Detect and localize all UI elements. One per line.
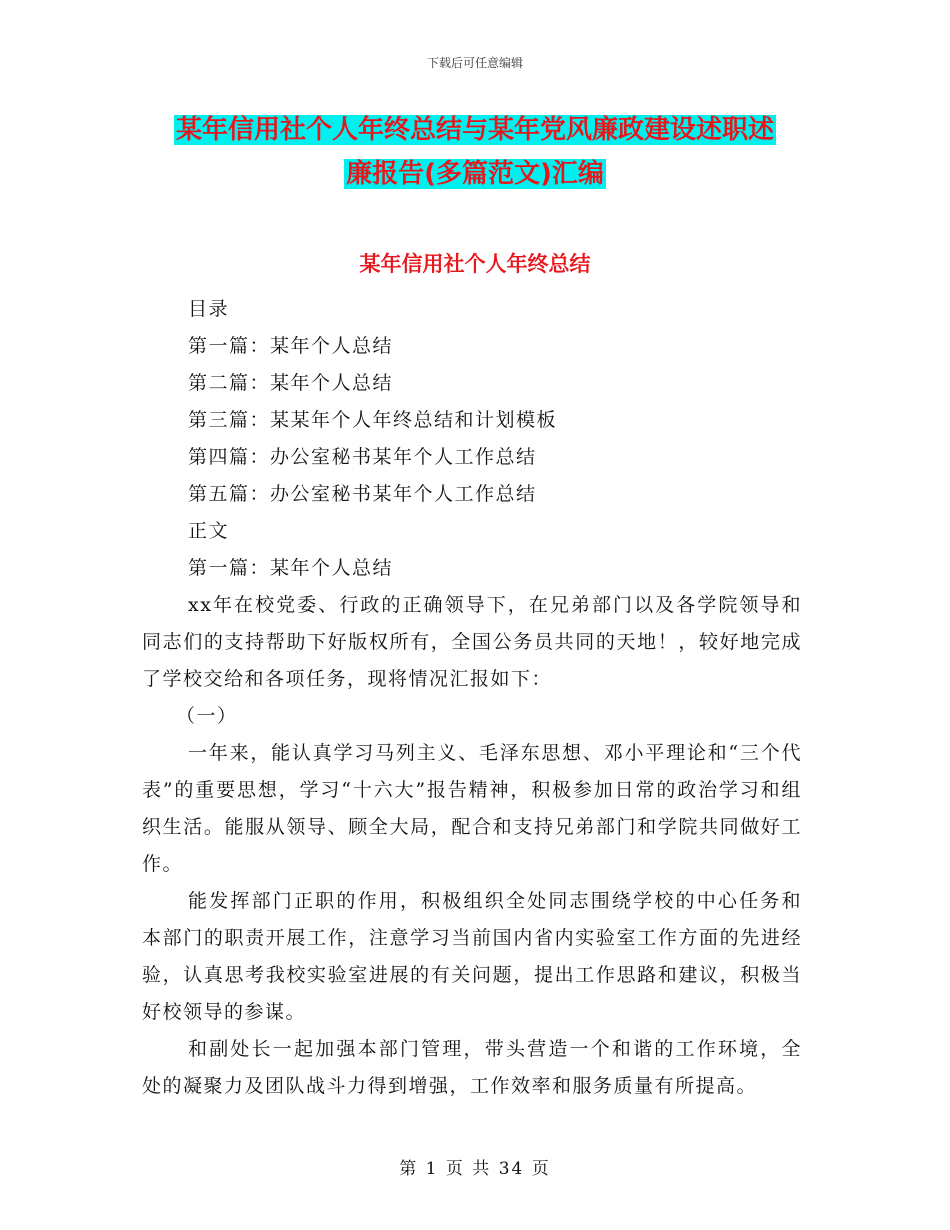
paragraph: 一年来，能认真学习马列主义、毛泽东思想、邓小平理论和“三个代表”的重要思想，学习“十六大”报告精神，积极参加日常的政治学习和组织生活。能服从领导、顾全大局，配合和支持兄弟部门和学院共同做好工作。 (142, 742, 802, 875)
toc-item: 第五篇：办公室秘书某年个人工作总结 (188, 483, 537, 505)
toc-item: 第一篇：某年个人总结 (188, 335, 394, 357)
toc-item: 第四篇：办公室秘书某年个人工作总结 (188, 446, 537, 468)
toc-item: 第三篇：某某年个人年终总结和计划模板 (188, 409, 558, 431)
section-title: 某年信用社个人年终总结 (359, 252, 591, 276)
body-label: 正文 (188, 520, 230, 542)
main-title-line-2: 廉报告(多篇范文)汇编 (346, 159, 604, 189)
header-note: 下载后可任意编辑 (426, 56, 523, 70)
first-heading: 第一篇：某年个人总结 (188, 557, 394, 579)
document-body (142, 291, 802, 1105)
toc-label: 目录 (188, 298, 230, 320)
toc-item: 第二篇：某年个人总结 (188, 372, 394, 394)
main-title (140, 108, 810, 196)
paragraph: 能发挥部门正职的作用，积极组织全处同志围绕学校的中心任务和本部门的职责开展工作，注意学习当前国内省内实验室工作方面的先进经验，认真思考我校实验室进展的有关问题，提出工作思路和建议，积极当好校领导的参谋。 (142, 890, 802, 1023)
main-title-line-1: 某年信用社个人年终总结与某年党风廉政建设述职述 (175, 115, 774, 145)
page-footer: 第 1 页 共 34 页 (399, 1159, 551, 1179)
paragraph-number: （一） (176, 705, 238, 727)
paragraph: 和副处长一起加强本部门管理，带头营造一个和谐的工作环境，全处的凝聚力及团队战斗力得到增强，工作效率和服务质量有所提高。 (142, 1038, 802, 1097)
paragraph: xx年在校党委、行政的正确领导下，在兄弟部门以及各学院领导和同志们的支持帮助下好版权所有，全国公务员共同的天地！，较好地完成了学校交给和各项任务，现将情况汇报如下： (142, 594, 802, 690)
